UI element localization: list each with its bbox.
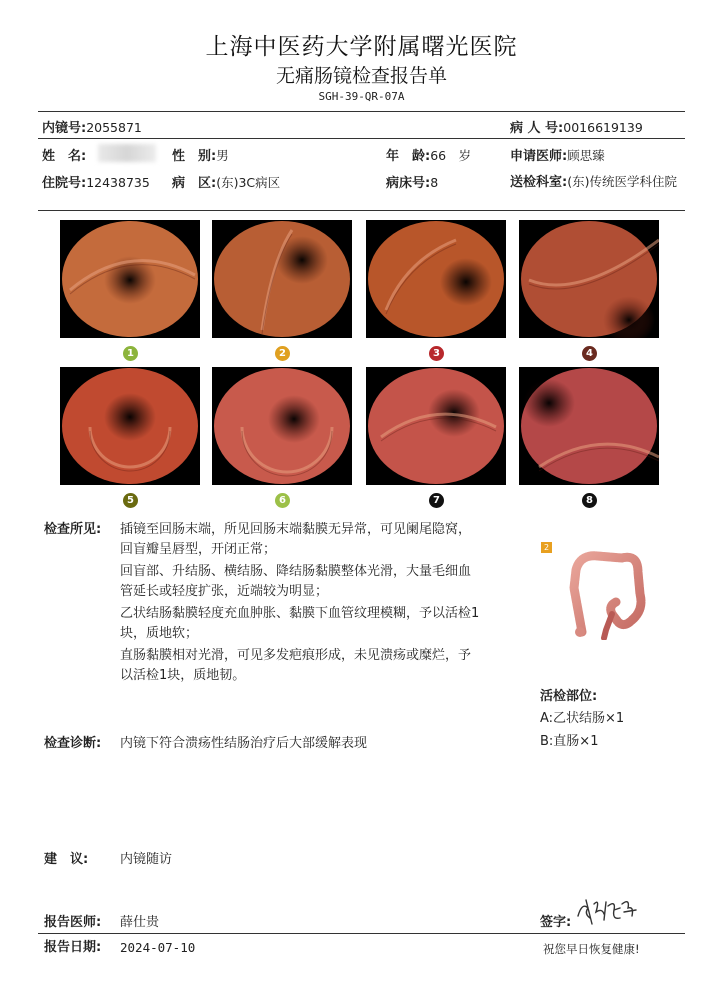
image-number-badge: 1 <box>123 346 138 361</box>
admit-field <box>42 172 150 191</box>
wish-text: 祝您早日恢复健康! <box>543 942 640 956</box>
biopsy-site-a: A:乙状结肠×1 <box>540 711 625 726</box>
form-code: SGH-39-QR-07A <box>318 90 405 103</box>
doctor-label: 申请医师: <box>510 149 568 164</box>
age-label: 年 龄: <box>386 149 431 164</box>
admit-value: 12438735 <box>86 175 150 190</box>
image-number-badge: 8 <box>582 493 597 508</box>
doctor-field <box>510 145 605 164</box>
image-number-badge: 6 <box>275 493 290 508</box>
sex-value: 男 <box>216 148 229 163</box>
name-label: 姓 名: <box>42 149 87 164</box>
image-number-badge: 3 <box>429 346 444 361</box>
divider-top <box>38 111 685 112</box>
findings-label: 检查所见: <box>44 522 102 537</box>
image-number-badge: 2 <box>275 346 290 361</box>
findings-line: 块，质地软； <box>120 626 199 641</box>
sex-field <box>172 145 229 164</box>
findings-line: 插镜至回肠末端，所见回肠末端黏膜无异常，可见阑尾隐窝， <box>120 522 472 537</box>
hospital-name: 上海中医药大学附属曙光医院 <box>205 34 518 60</box>
ward-value: (东)3C病区 <box>216 175 281 190</box>
endoscopy-image <box>212 220 352 338</box>
name-field <box>42 145 86 164</box>
endoscopy-image <box>366 220 506 338</box>
diagram-badge: 2 <box>541 542 552 553</box>
age-field <box>386 145 471 164</box>
findings-line: 以活检1块，质地韧。 <box>120 668 246 683</box>
endo-no-value: 2055871 <box>86 120 142 135</box>
endoscopy-image <box>60 367 200 485</box>
dept-field <box>510 172 685 192</box>
diagnosis-text: 内镜下符合溃疡性结肠治疗后大部缓解表现 <box>120 736 368 751</box>
advice-label: 建 议: <box>44 852 89 867</box>
ward-label: 病 区: <box>172 176 217 191</box>
patient-no-value: 0016619139 <box>563 120 643 135</box>
divider-info <box>38 138 685 139</box>
name-redacted <box>98 144 156 162</box>
biopsy-site-b: B:直肠×1 <box>540 734 599 749</box>
endo-no-field <box>42 117 142 136</box>
divider-images <box>38 210 685 211</box>
endoscopy-image <box>212 367 352 485</box>
findings-line: 回盲部、升结肠、横结肠、降结肠黏膜整体光滑，大量毛细血 <box>120 564 472 579</box>
image-number-badge: 4 <box>582 346 597 361</box>
dept-label: 送检科室: <box>510 175 568 190</box>
findings-line: 直肠黏膜相对光滑，可见多发疤痕形成，未见溃疡或糜烂，予 <box>120 648 472 663</box>
ward-field <box>172 172 280 191</box>
endo-no-label: 内镜号: <box>42 121 87 136</box>
divider-bottom <box>38 933 685 934</box>
report-doctor-label: 报告医师: <box>44 915 102 930</box>
admit-label: 住院号: <box>42 176 87 191</box>
findings-text <box>120 520 540 686</box>
report-title: 无痛肠镜检查报告单 <box>275 65 447 87</box>
biopsy-title: 活检部位: <box>540 689 598 704</box>
findings-line: 回盲瓣呈唇型，开闭正常； <box>120 542 277 557</box>
sex-label: 性 别: <box>172 149 217 164</box>
findings-line: 乙状结肠黏膜轻度充血肿胀、黏膜下血管纹理模糊，予以活检1 <box>120 606 480 621</box>
bed-field <box>386 172 438 191</box>
diagnosis-label: 检查诊断: <box>44 736 102 751</box>
report-doctor-name: 薛仕贵 <box>120 915 160 930</box>
age-value: 66 岁 <box>430 148 472 163</box>
patient-no-field <box>510 117 643 136</box>
endoscopy-image <box>60 220 200 338</box>
image-number-badge: 7 <box>429 493 444 508</box>
findings-line: 管延长或轻度扩张，近端较为明显； <box>120 584 329 599</box>
dept-value: (东)传统医学科住院 <box>567 174 677 189</box>
image-number-badge: 5 <box>123 493 138 508</box>
bed-value: 8 <box>430 175 439 190</box>
patient-no-label: 病 人 号: <box>510 121 564 136</box>
signature-label: 签字: <box>540 915 572 930</box>
report-date-value: 2024-07-10 <box>120 940 196 955</box>
bed-label: 病床号: <box>386 176 431 191</box>
advice-text: 内镜随访 <box>120 852 173 867</box>
report-date-label: 报告日期: <box>44 940 102 955</box>
endoscopy-image <box>366 367 506 485</box>
colon-diagram-icon <box>560 540 650 640</box>
endoscopy-image <box>519 367 659 485</box>
doctor-value: 顾思臻 <box>567 148 605 163</box>
endoscopy-image <box>519 220 659 338</box>
signature-image <box>574 894 640 926</box>
